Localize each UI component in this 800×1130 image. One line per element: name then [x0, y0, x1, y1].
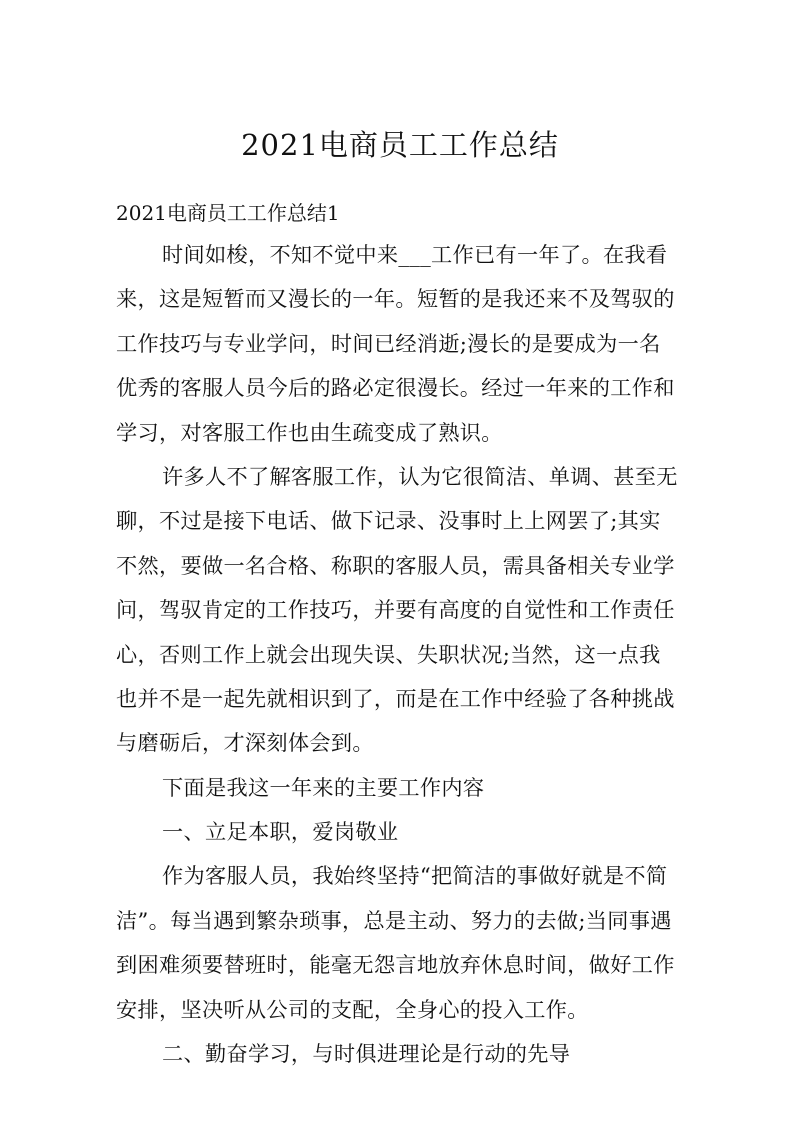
- body-line: 时间如梭，不知不觉中来___工作已有一年了。在我看: [162, 242, 668, 267]
- body-line: 洁”。每当遇到繁杂琐事，总是主动、努力的去做;当同事遇: [116, 907, 672, 933]
- body-line: 聊，不过是接下电话、做下记录、没事时上上网罢了;其实: [116, 508, 661, 534]
- list-heading: 一、立足本职，爱岗敬业: [162, 819, 399, 845]
- body-line: 作为客服人员，我始终坚持“把简洁的事做好就是不简: [162, 863, 668, 889]
- body-line: 学习，对客服工作也由生疏变成了熟识。: [116, 419, 503, 445]
- list-heading: 二、勤奋学习，与时俱进理论是行动的先导: [162, 1041, 571, 1067]
- document-body: [116, 233, 684, 1076]
- body-line: 与磨砺后，才深刻体会到。: [116, 730, 374, 756]
- document-title: 2021电商员工工作总结: [241, 128, 559, 162]
- body-line: 许多人不了解客服工作，认为它很简洁、单调、甚至无: [162, 463, 678, 489]
- body-line: 到困难须要替班时，能毫无怨言地放弃休息时间，做好工作: [116, 952, 675, 978]
- body-line: 也并不是一起先就相识到了，而是在工作中经验了各种挑战: [116, 685, 675, 711]
- body-line: 不然，要做一名合格、称职的客服人员，需具备相关专业学: [116, 552, 675, 578]
- body-line: 安排，坚决听从公司的支配，全身心的投入工作。: [116, 996, 589, 1022]
- body-line: 优秀的客服人员今后的路必定很漫长。经过一年来的工作和: [116, 375, 675, 401]
- body-line: 心，否则工作上就会出现失误、失职状况;当然，这一点我: [116, 641, 661, 667]
- section-heading: 2021电商员工工作总结1: [116, 201, 340, 225]
- body-line: 下面是我这一年来的主要工作内容: [162, 774, 485, 800]
- body-line: 来，这是短暂而又漫长的一年。短暂的是我还来不及驾驭的: [116, 286, 675, 312]
- body-line: 问，驾驭肯定的工作技巧，并要有高度的自觉性和工作责任: [116, 597, 675, 623]
- body-line: 工作技巧与专业学问，时间已经消逝;漫长的是要成为一名: [116, 330, 661, 356]
